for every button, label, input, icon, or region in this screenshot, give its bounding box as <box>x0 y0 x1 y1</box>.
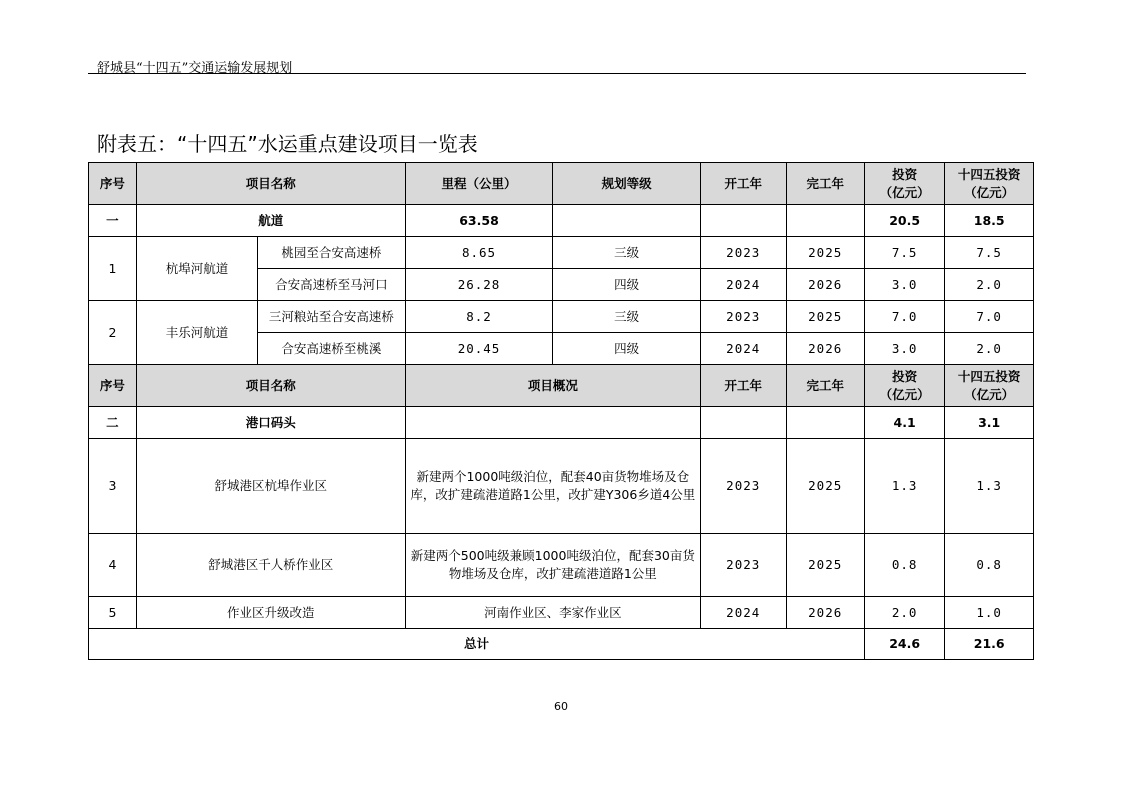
section-name: 港口码头 <box>136 407 405 439</box>
header-plan-investment <box>945 365 1034 407</box>
section-row-port <box>89 407 1034 439</box>
plan-investment-value: 2.0 <box>945 269 1034 301</box>
section-investment: 4.1 <box>864 407 944 439</box>
section-seq: 一 <box>89 205 137 237</box>
section-seq: 二 <box>89 407 137 439</box>
start-year-value: 2023 <box>700 439 786 534</box>
empty-cell <box>786 407 864 439</box>
section-name: 航道 <box>136 205 405 237</box>
header-mileage: 里程（公里） <box>405 163 553 205</box>
table-row <box>89 301 1034 333</box>
empty-cell <box>700 205 786 237</box>
header-end-year: 完工年 <box>786 163 864 205</box>
empty-cell <box>405 407 700 439</box>
end-year-value: 2026 <box>786 597 864 629</box>
segment-name: 桃园至合安高速桥 <box>258 237 406 269</box>
header-overview: 项目概况 <box>405 365 700 407</box>
plan-investment-value: 7.0 <box>945 301 1034 333</box>
header-investment-line2: （亿元） <box>879 386 930 402</box>
empty-cell <box>700 407 786 439</box>
header-plan-investment-line2: （亿元） <box>964 386 1015 402</box>
section-row-waterway <box>89 205 1034 237</box>
start-year-value: 2023 <box>700 534 786 597</box>
section-investment: 20.5 <box>864 205 944 237</box>
grade-value: 四级 <box>553 269 701 301</box>
table-row <box>89 439 1034 534</box>
section-plan-investment: 3.1 <box>945 407 1034 439</box>
projects-table <box>88 162 1034 660</box>
end-year-value: 2025 <box>786 301 864 333</box>
plan-investment-value: 1.0 <box>945 597 1034 629</box>
header-seq: 序号 <box>89 365 137 407</box>
section-mileage: 63.58 <box>405 205 553 237</box>
plan-investment-value: 2.0 <box>945 333 1034 365</box>
header-investment-line1: 投资 <box>892 166 918 182</box>
grade-value: 三级 <box>553 301 701 333</box>
row-seq: 2 <box>89 301 137 365</box>
investment-value: 0.8 <box>864 534 944 597</box>
end-year-value: 2025 <box>786 534 864 597</box>
end-year-value: 2026 <box>786 269 864 301</box>
header-grade: 规划等级 <box>553 163 701 205</box>
total-row <box>89 629 1034 660</box>
running-header: 舒城县“十四五”交通运输发展规划 <box>97 61 293 76</box>
table-row <box>89 534 1034 597</box>
investment-value: 7.5 <box>864 237 944 269</box>
header-start-year: 开工年 <box>700 163 786 205</box>
row-seq: 1 <box>89 237 137 301</box>
start-year-value: 2024 <box>700 269 786 301</box>
end-year-value: 2025 <box>786 237 864 269</box>
mileage-value: 26.28 <box>405 269 553 301</box>
header-plan-investment-line1: 十四五投资 <box>957 166 1021 182</box>
plan-investment-value: 0.8 <box>945 534 1034 597</box>
plan-investment-value: 7.5 <box>945 237 1034 269</box>
segment-name: 合安高速桥至马河口 <box>258 269 406 301</box>
mileage-value: 20.45 <box>405 333 553 365</box>
segment-name: 三河粮站至合安高速桥 <box>258 301 406 333</box>
header-investment-line1: 投资 <box>892 368 918 384</box>
project-name: 舒城港区千人桥作业区 <box>136 534 405 597</box>
header-investment-line2: （亿元） <box>879 184 930 200</box>
header-investment <box>864 163 944 205</box>
total-plan-investment: 21.6 <box>945 629 1034 660</box>
table2-header-row <box>89 365 1034 407</box>
investment-value: 7.0 <box>864 301 944 333</box>
investment-value: 3.0 <box>864 333 944 365</box>
row-seq: 3 <box>89 439 137 534</box>
plan-investment-value: 1.3 <box>945 439 1034 534</box>
project-name: 舒城港区杭埠作业区 <box>136 439 405 534</box>
total-investment: 24.6 <box>864 629 944 660</box>
segment-name: 合安高速桥至桃溪 <box>258 333 406 365</box>
empty-cell <box>553 205 701 237</box>
page-number: 60 <box>554 700 568 713</box>
table-title: 附表五：“十四五”水运重点建设项目一览表 <box>97 132 478 156</box>
header-rule <box>88 73 1026 74</box>
mileage-value: 8.65 <box>405 237 553 269</box>
section-plan-investment: 18.5 <box>945 205 1034 237</box>
grade-value: 三级 <box>553 237 701 269</box>
project-overview: 新建两个500吨级兼顾1000吨级泊位，配套30亩货物堆场及仓库，改扩建疏港道路1公里 <box>405 534 700 597</box>
investment-value: 1.3 <box>864 439 944 534</box>
header-end-year: 完工年 <box>786 365 864 407</box>
end-year-value: 2026 <box>786 333 864 365</box>
project-overview: 新建两个1000吨级泊位，配套40亩货物堆场及仓库，改扩建疏港道路1公里，改扩建Y306乡道4公里 <box>405 439 700 534</box>
project-name: 作业区升级改造 <box>136 597 405 629</box>
end-year-value: 2025 <box>786 439 864 534</box>
investment-value: 2.0 <box>864 597 944 629</box>
header-investment <box>864 365 944 407</box>
waterway-name: 丰乐河航道 <box>136 301 257 365</box>
grade-value: 四级 <box>553 333 701 365</box>
investment-value: 3.0 <box>864 269 944 301</box>
header-project-name: 项目名称 <box>136 365 405 407</box>
header-plan-investment <box>945 163 1034 205</box>
row-seq: 4 <box>89 534 137 597</box>
empty-cell <box>786 205 864 237</box>
table-row <box>89 237 1034 269</box>
header-seq: 序号 <box>89 163 137 205</box>
waterway-name: 杭埠河航道 <box>136 237 257 301</box>
total-label: 总计 <box>89 629 865 660</box>
row-seq: 5 <box>89 597 137 629</box>
mileage-value: 8.2 <box>405 301 553 333</box>
table-row <box>89 597 1034 629</box>
header-plan-investment-line2: （亿元） <box>964 184 1015 200</box>
start-year-value: 2024 <box>700 597 786 629</box>
header-plan-investment-line1: 十四五投资 <box>957 368 1021 384</box>
project-overview: 河南作业区、李家作业区 <box>405 597 700 629</box>
start-year-value: 2024 <box>700 333 786 365</box>
header-project-name: 项目名称 <box>136 163 405 205</box>
header-start-year: 开工年 <box>700 365 786 407</box>
start-year-value: 2023 <box>700 237 786 269</box>
table1-header-row <box>89 163 1034 205</box>
start-year-value: 2023 <box>700 301 786 333</box>
